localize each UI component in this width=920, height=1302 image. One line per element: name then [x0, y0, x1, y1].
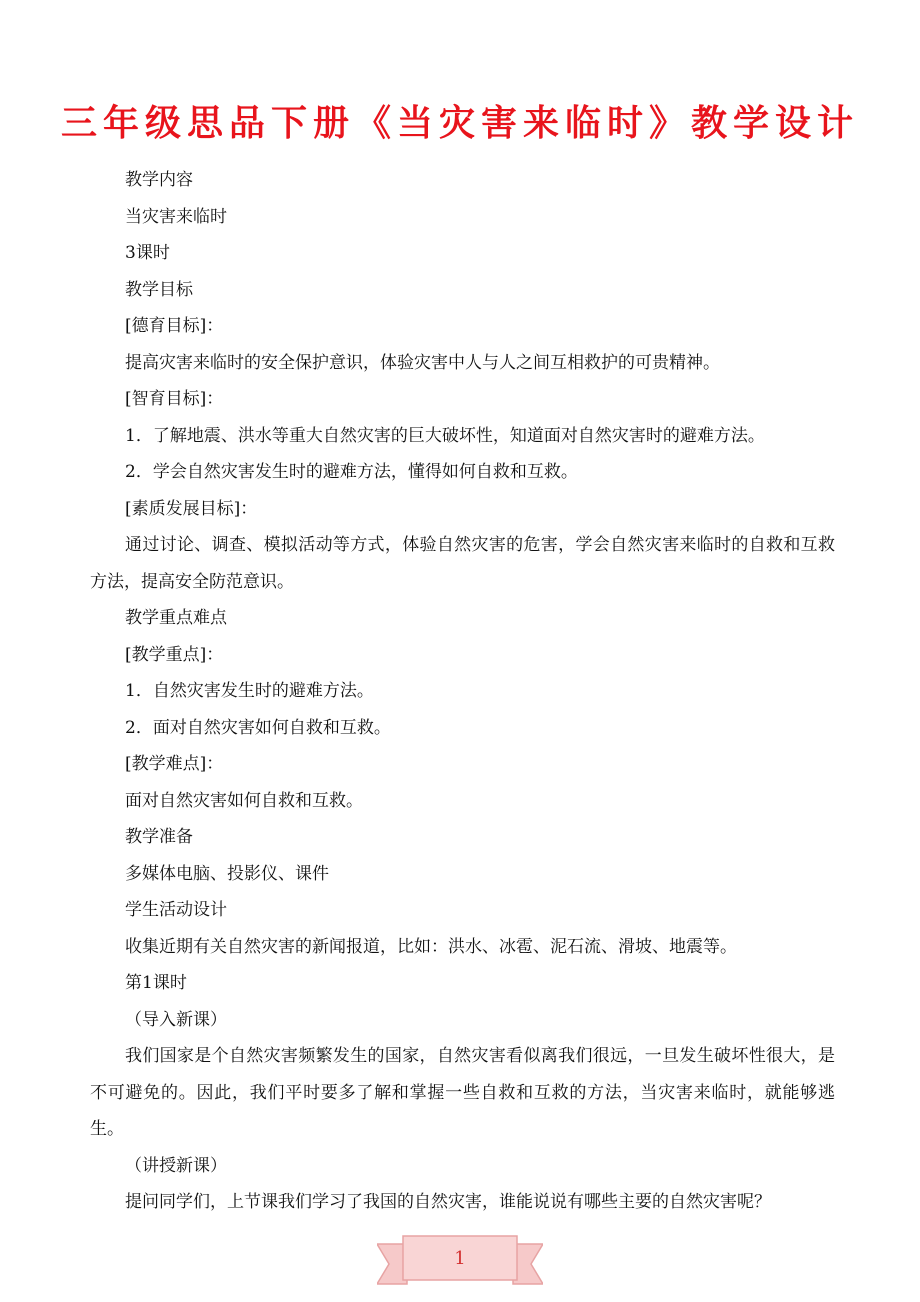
paragraph: 收集近期有关自然灾害的新闻报道，比如：洪水、冰雹、泥石流、滑坡、地震等。 — [125, 936, 737, 957]
page-number-badge — [377, 1230, 543, 1288]
paragraph: 通过讨论、调查、模拟活动等方式，体验自然灾害的危害，学会自然灾害来临时的自救和互救方法，提高安全防范意识。 — [90, 535, 835, 592]
paragraph: 1．自然灾害发生时的避难方法。 — [125, 681, 374, 701]
document-body — [90, 162, 835, 1221]
paragraph: （讲授新课） — [125, 1155, 227, 1176]
paragraph: 我们国家是个自然灾害频繁发生的国家，自然灾害看似离我们很远，一旦发生破坏性很大，是不可避免的。因此，我们平时要多了解和掌握一些自救和互救的方法，当灾害来临时，就能够逃生。 — [90, 1046, 835, 1139]
paragraph: 多媒体电脑、投影仪、课件 — [125, 863, 329, 884]
paragraph: 第1课时 — [125, 973, 187, 993]
paragraph: 提高灾害来临时的安全保护意识，体验灾害中人与人之间互相救护的可贵精神。 — [125, 352, 720, 373]
paragraph: 2．学会自然灾害发生时的避难方法，懂得如何自救和互救。 — [125, 462, 578, 482]
page-number: 1 — [454, 1248, 466, 1269]
page-title: 三年级思品下册《当灾害来临时》教学设计 — [60, 103, 859, 144]
paragraph: [素质发展目标]： — [125, 498, 258, 519]
paragraph: [智育目标]： — [125, 389, 224, 409]
paragraph: 教学准备 — [125, 827, 193, 847]
paragraph: [德育目标]： — [125, 316, 224, 336]
paragraph: （导入新课） — [125, 1009, 227, 1030]
paragraph: 面对自然灾害如何自救和互救。 — [125, 790, 363, 811]
paragraph: 提问同学们，上节课我们学习了我国的自然灾害，谁能说说有哪些主要的自然灾害呢？ — [125, 1192, 771, 1212]
paragraph: 2．面对自然灾害如何自救和互救。 — [125, 717, 391, 738]
paragraph: [教学重点]： — [125, 644, 224, 665]
paragraph: 学生活动设计 — [125, 900, 227, 920]
paragraph: 教学重点难点 — [125, 608, 227, 628]
paragraph: 当灾害来临时 — [125, 206, 227, 227]
paragraph: 1．了解地震、洪水等重大自然灾害的巨大破坏性，知道面对自然灾害时的避难方法。 — [125, 425, 765, 446]
paragraph: [教学难点]： — [125, 754, 224, 774]
paragraph: 3课时 — [125, 243, 170, 263]
paragraph: 教学目标 — [125, 279, 193, 300]
paragraph: 教学内容 — [125, 170, 193, 190]
